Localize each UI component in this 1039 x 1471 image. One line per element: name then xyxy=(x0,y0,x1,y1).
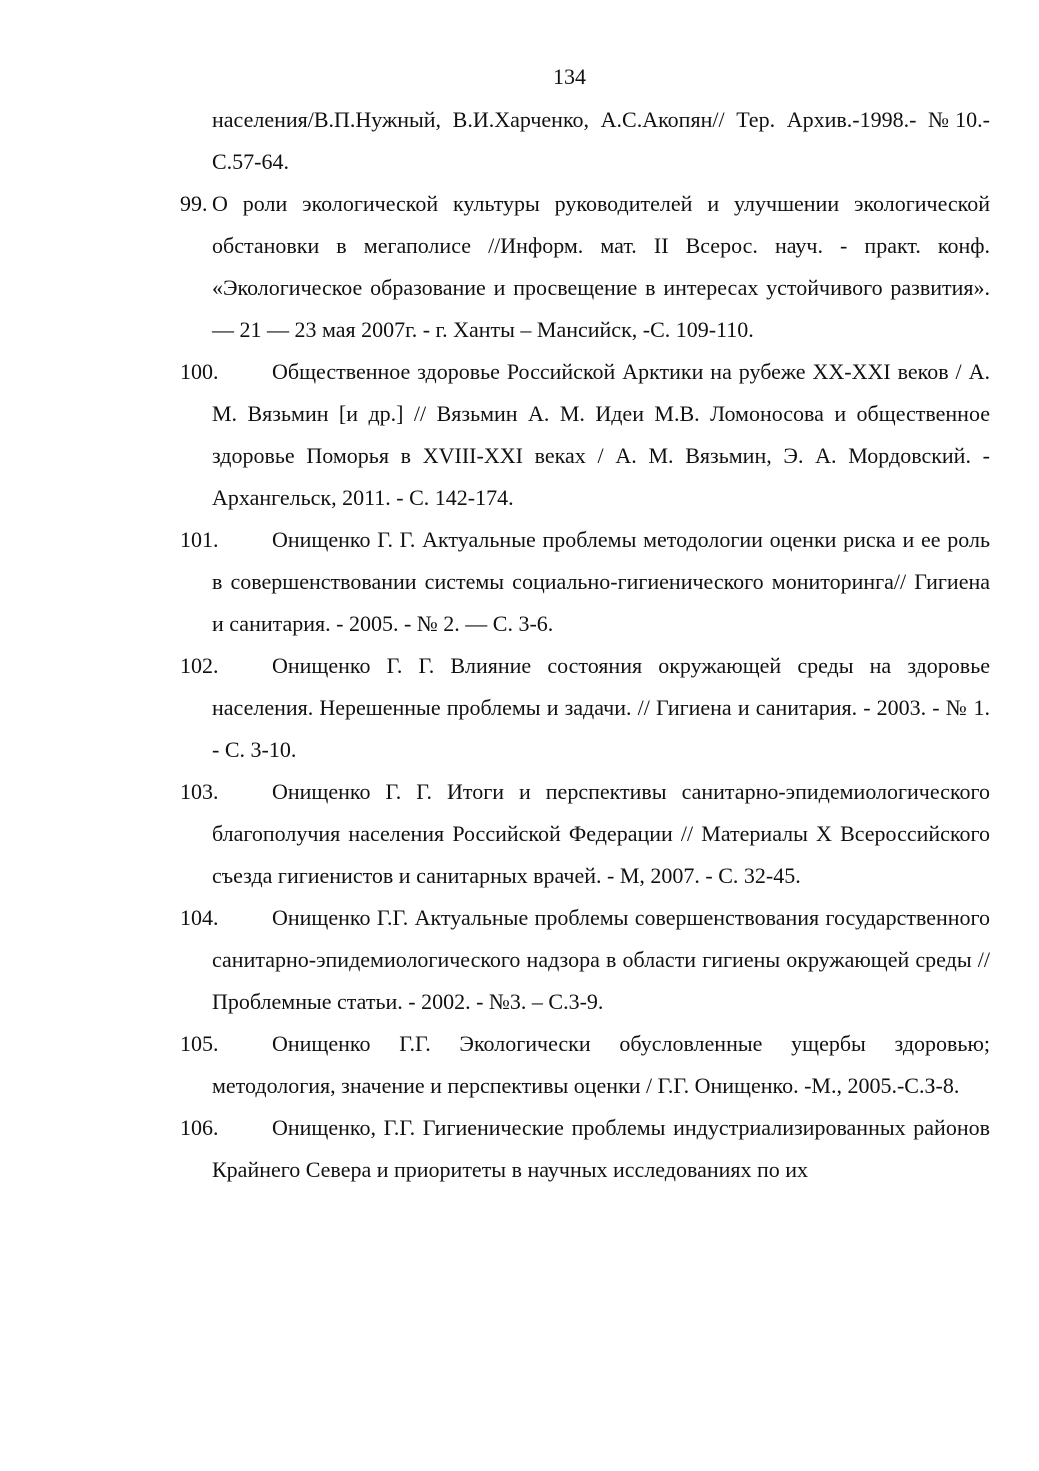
reference-item-104 xyxy=(180,897,990,1023)
reference-text: Онищенко Г. Г. Актуальные проблемы методологии оценки риска и ее роль в совершенствовании системы социально-гигиенического мониторинга// Гигиена и санитария. - 2005. - № 2. — С. 3-6. xyxy=(212,527,990,636)
reference-item-105 xyxy=(180,1023,990,1107)
reference-number: 99. xyxy=(180,191,208,216)
reference-number: 106. xyxy=(180,1115,219,1140)
reference-item-101 xyxy=(180,519,990,645)
reference-list xyxy=(0,99,1039,1191)
reference-number: 100. xyxy=(180,359,219,384)
reference-text: Онищенко Г.Г. Экологически обусловленные ущербы здоровью; методология, значение и перспективы оценки / Г.Г. Онищенко. -М., 2005.-С.З-8. xyxy=(212,1031,990,1098)
reference-item-102 xyxy=(180,645,990,771)
reference-number: 102. xyxy=(180,653,219,678)
reference-continuation: населения/В.П.Нужный, В.И.Харченко, А.С.Акопян// Тер. Архив.-1998.- №10.- С.57-64. xyxy=(212,107,990,174)
reference-item-103 xyxy=(180,771,990,897)
reference-number: 105. xyxy=(180,1031,219,1056)
reference-item-100 xyxy=(180,351,990,519)
reference-text: Онищенко Г. Г. Влияние состояния окружающей среды на здоровье населения. Нерешенные проблемы и задачи. // Гигиена и санитария. - 2003. - № 1. - С. 3-10. xyxy=(212,653,990,762)
reference-text: О роли экологической культуры руководителей и улучшении экологической обстановки в мегаполисе //Информ. мат. II Всерос. науч. - практ. конф. «Экологическое образование и просвещение в интересах устойчивого развития». — 21 — 23 мая 2007г. - г. Ханты – Мансийск, -С. 109-110. xyxy=(212,191,990,342)
reference-text: Общественное здоровье Российской Арктики на рубеже XX-XXI веков / А. М. Вязьмин [и др.] // Вязьмин А. М. Идеи М.В. Ломоносова и общественное здоровье Поморья в XVIII-XXI веках / А. М. Вязьмин, Э. А. Мордовский. - Архангельск, 2011. - С. 142-174. xyxy=(212,359,990,510)
reference-text: Онищенко, Г.Г. Гигиенические проблемы индустриализированных районов Крайнего Севера и приоритеты в научных исследованиях по их xyxy=(212,1115,990,1182)
reference-number: 103. xyxy=(180,779,219,804)
page-number: 134 xyxy=(553,64,586,89)
reference-number: 101. xyxy=(180,527,219,552)
reference-text: Онищенко Г. Г. Итоги и перспективы санитарно-эпидемиологического благополучия населения Российской Федерации // Материалы X Всероссийского съезда гигиенистов и санитарных врачей. - М, 2007. - С. 32-45. xyxy=(212,779,990,888)
reference-number: 104. xyxy=(180,905,219,930)
reference-item-106 xyxy=(180,1107,990,1191)
reference-text: Онищенко Г.Г. Актуальные проблемы совершенствования государственного санитарно-эпидемиологического надзора в области гигиены окружающей среды // Проблемные статьи. - 2002. - №3. – С.3-9. xyxy=(212,905,990,1014)
reference-item-99 xyxy=(180,183,990,351)
